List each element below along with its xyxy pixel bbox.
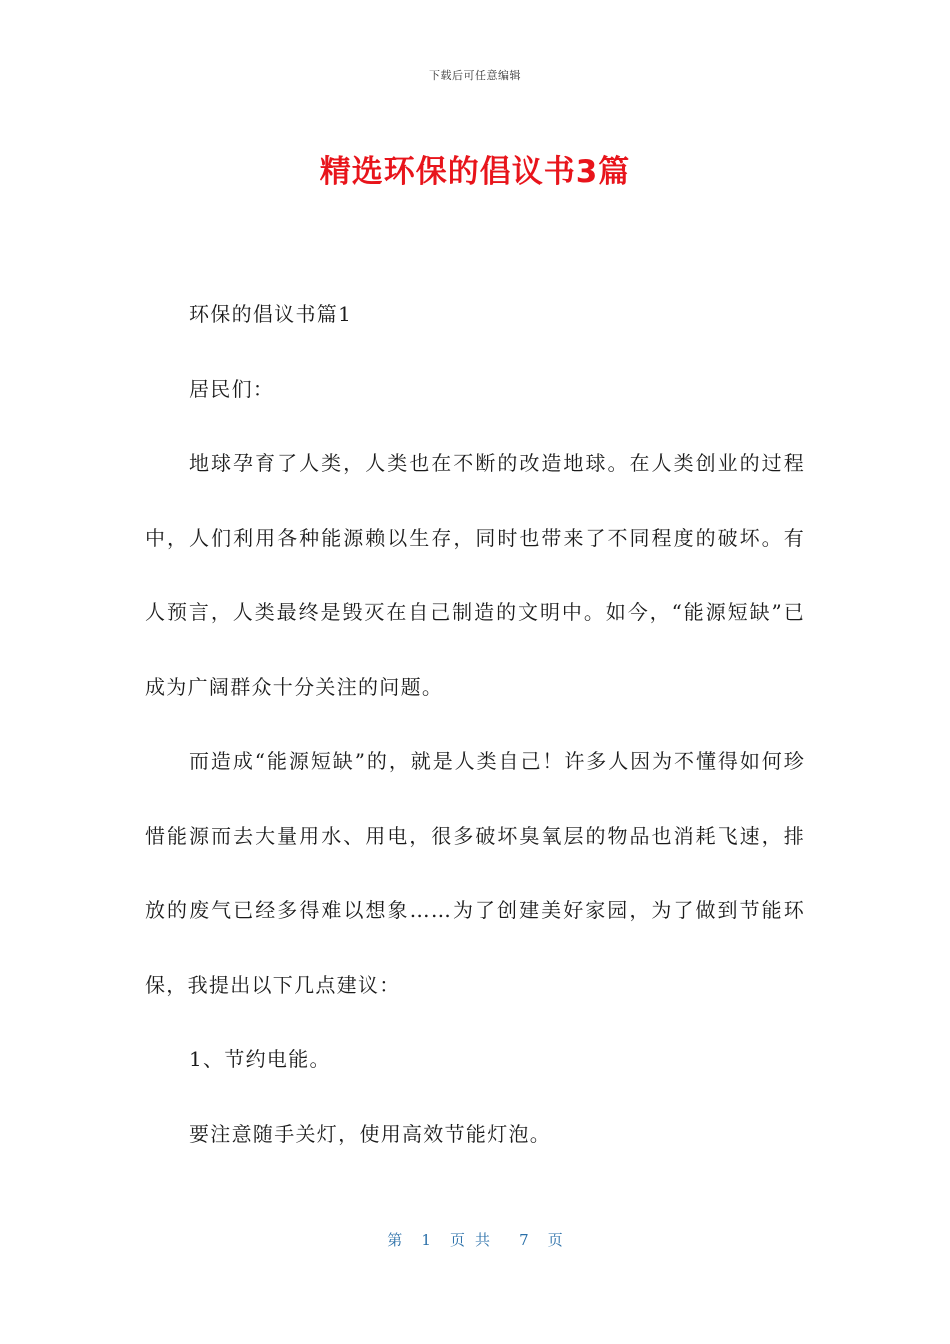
document-body [145,277,805,1171]
section-heading: 环保的倡议书篇1 [189,302,353,326]
total-label: 页共 [449,1231,500,1249]
salutation: 居民们： [189,376,275,401]
header-note: 下载后可任意编辑 [429,69,521,82]
page-suffix: 页 [547,1231,563,1249]
document-title: 精选环保的倡议书3篇 [319,154,631,190]
paragraph: 要注意随手关灯，使用高效节能灯泡。 [189,1121,552,1146]
total-pages-number: 7 [519,1231,529,1249]
paragraph: 地球孕育了人类，人类也在不断的改造地球。在人类创业的过程中，人们利用各种能源赖以生存，同时也带来了不同程度的破坏。有人预言，人类最终是毁灭在自己制造的文明中。如今，“能源短缺”已成为广阔群众十分关注的问题。 [145,451,805,699]
page-footer [0,1229,950,1250]
page-label: 第 [387,1231,403,1249]
paragraph: 而造成“能源短缺”的，就是人类自己！许多人因为不懂得如何珍惜能源而去大量用水、用电，很多破坏臭氧层的物品也消耗飞速，排放的废气已经多得难以想象……为了创建美好家园，为了做到节能环保，我提出以下几点建议： [145,749,805,997]
list-item: 1、节约电能。 [189,1047,331,1071]
current-page-number: 1 [421,1231,431,1249]
